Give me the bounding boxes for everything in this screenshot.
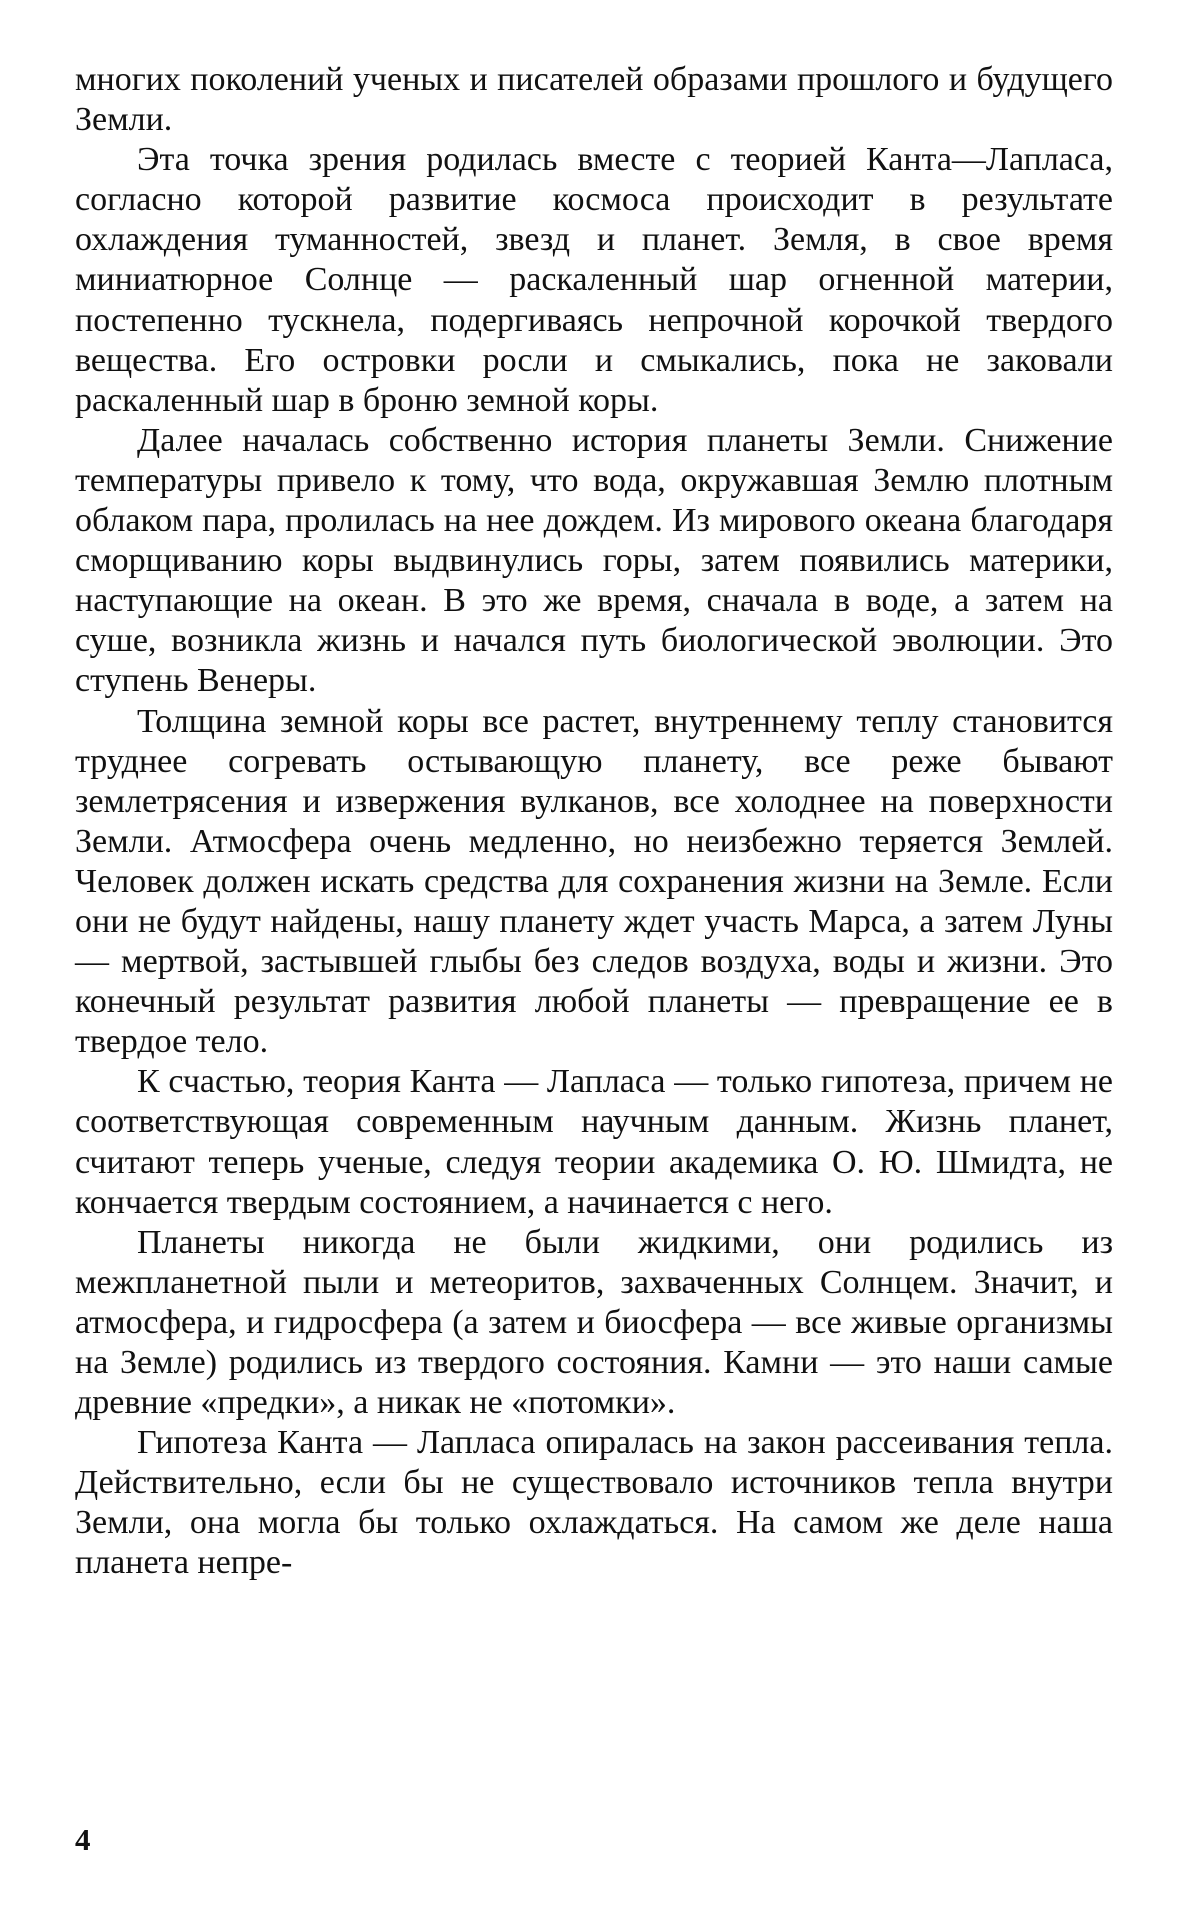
- paragraph-7: Гипотеза Канта — Лапласа опиралась на закон рассеивания тепла. Действительно, если бы не существовало источников тепла внутри Земли, она могла бы только охлаждаться. На самом же деле наша планета непре-: [75, 1424, 1113, 1582]
- paragraph-1: многих поколений ученых и писателей образами прошлого и будущего Земли.: [75, 61, 1113, 139]
- page-body: [75, 60, 1113, 1584]
- paragraph-6: Планеты никогда не были жидкими, они родились из межпланетной пыли и метеоритов, захваченных Солнцем. Значит, и атмосфера, и гидросфера (а затем и биосфера — все живые организмы на Земле) родились из твердого состояния. Камни — это наши самые древние «предки», а никак не «потомки».: [75, 1223, 1113, 1422]
- page-number: 4: [75, 1822, 91, 1857]
- paragraph-5: К счастью, теория Канта — Лапласа — только гипотеза, причем не соответствующая современным научным данным. Жизнь планет, считают теперь ученые, следуя теории академика О. Ю. Шмидта, не кончается твердым состоянием, а начинается с него.: [75, 1063, 1113, 1221]
- paragraph-3: Далее началась собственно история планеты Земли. Снижение температуры привело к тому, что вода, окружавшая Землю плотным облаком пара, пролилась на нее дождем. Из мирового океана благодаря сморщиванию коры выдвинулись горы, затем появились материки, наступающие на океан. В это же время, сначала в воде, а затем на суше, возникла жизнь и начался путь биологической эволюции. Это ступень Венеры.: [75, 421, 1113, 700]
- paragraph-2: Эта точка зрения родилась вместе с теорией Канта—Лапласа, согласно которой развитие космоса происходит в результате охлаждения туманностей, звезд и планет. Земля, в свое время миниатюрное Солнце — раскаленный шар огненной материи, постепенно тускнела, подергиваясь непрочной корочкой твердого вещества. Его островки росли и смыкались, пока не заковали раскаленный шар в броню земной коры.: [75, 141, 1113, 419]
- paragraph-4: Толщина земной коры все растет, внутреннему теплу становится труднее согревать остывающую планету, все реже бывают землетрясения и извержения вулканов, все холоднее на поверхности Земли. Атмосфера очень медленно, но неизбежно теряется Землей. Человек должен искать средства для сохранения жизни на Земле. Если они не будут найдены, нашу планету ждет участь Марса, а затем Луны — мертвой, застывшей глыбы без следов воздуха, воды и жизни. Это конечный результат развития любой планеты — превращение ее в твердое тело.: [75, 702, 1113, 1061]
